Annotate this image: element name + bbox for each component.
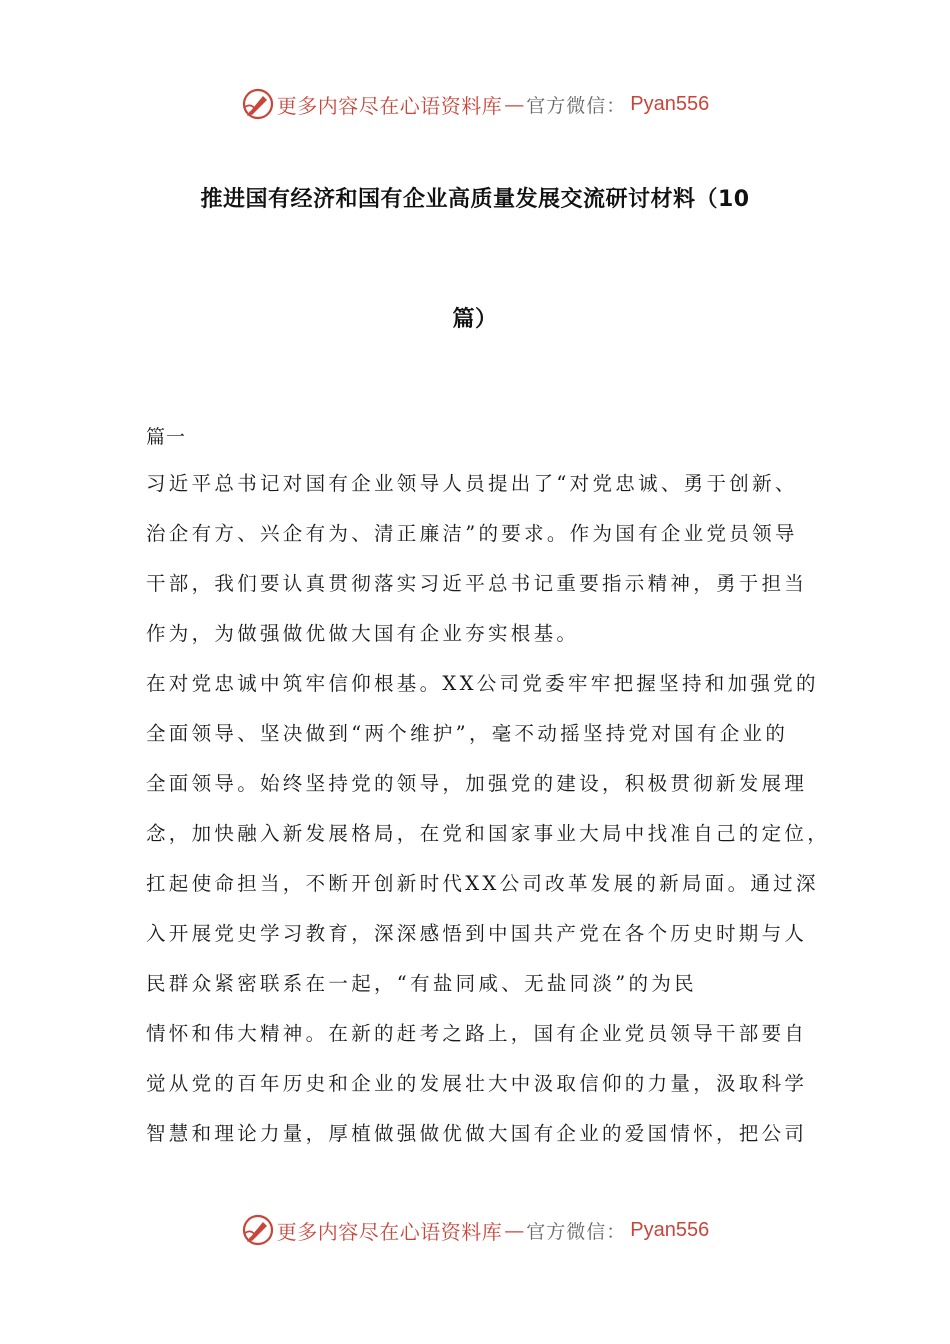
body-line: 在对党忠诚中筑牢信仰根基。XX公司党委牢牢把握坚持和加强党的 [146, 672, 819, 695]
banner-promo-text: 更多内容尽在心语资料库 [276, 1219, 503, 1244]
body-line: 念，加快融入新发展格局，在党和国家事业大局中找准自己的定位， [146, 822, 831, 845]
pen-nib-logo-icon [241, 87, 275, 121]
footer-banner [0, 1210, 950, 1250]
header-banner [0, 84, 950, 124]
document-title-line1: 推进国有经济和国有企业高质量发展交流研讨材料（10 [200, 187, 750, 212]
body-line: 全面领导。始终坚持党的领导，加强党的建设，积极贯彻新发展理 [146, 772, 808, 795]
body-line: 作为，为做强做优做大国有企业夯实根基。 [146, 622, 580, 645]
banner-wechat-id: Pyan556 [630, 92, 710, 115]
body-line: 扛起使命担当，不断开创新时代XX公司改革发展的新局面。通过深 [146, 872, 819, 895]
banner-official-label: 官方微信： [526, 94, 627, 117]
pen-nib-logo-icon [241, 1213, 275, 1247]
body-line: 民群众紧密联系在一起，“有盐同咸、无盐同淡”的为民 [146, 972, 697, 995]
body-line: 全面领导、坚决做到“两个维护”，毫不动摇坚持党对国有企业的 [146, 722, 789, 745]
body-line: 治企有方、兴企有为、清正廉洁”的要求。作为国有企业党员领导 [146, 522, 798, 545]
section-heading: 篇一 [146, 426, 187, 448]
body-line: 入开展党史学习教育，深深感悟到中国共产党在各个历史时期与人 [146, 922, 808, 945]
body-line: 习近平总书记对国有企业领导人员提出了“对党忠诚、勇于创新、 [146, 472, 798, 495]
document-body [146, 470, 831, 1170]
body-line: 干部，我们要认真贯彻落实习近平总书记重要指示精神，勇于担当 [146, 572, 808, 595]
body-line: 情怀和伟大精神。在新的赶考之路上，国有企业党员领导干部要自 [146, 1022, 808, 1045]
banner-official-label: 官方微信： [526, 1220, 627, 1243]
document-title-line2: 篇） [452, 307, 498, 332]
banner-separator: — [504, 1218, 525, 1242]
banner-separator: — [504, 92, 525, 116]
body-line: 觉从党的百年历史和企业的发展壮大中汲取信仰的力量，汲取科学 [146, 1072, 808, 1095]
banner-wechat-id: Pyan556 [630, 1218, 710, 1241]
banner-promo-text: 更多内容尽在心语资料库 [276, 93, 503, 118]
body-line: 智慧和理论力量，厚植做强做优做大国有企业的爱国情怀，把公司 [146, 1122, 808, 1145]
